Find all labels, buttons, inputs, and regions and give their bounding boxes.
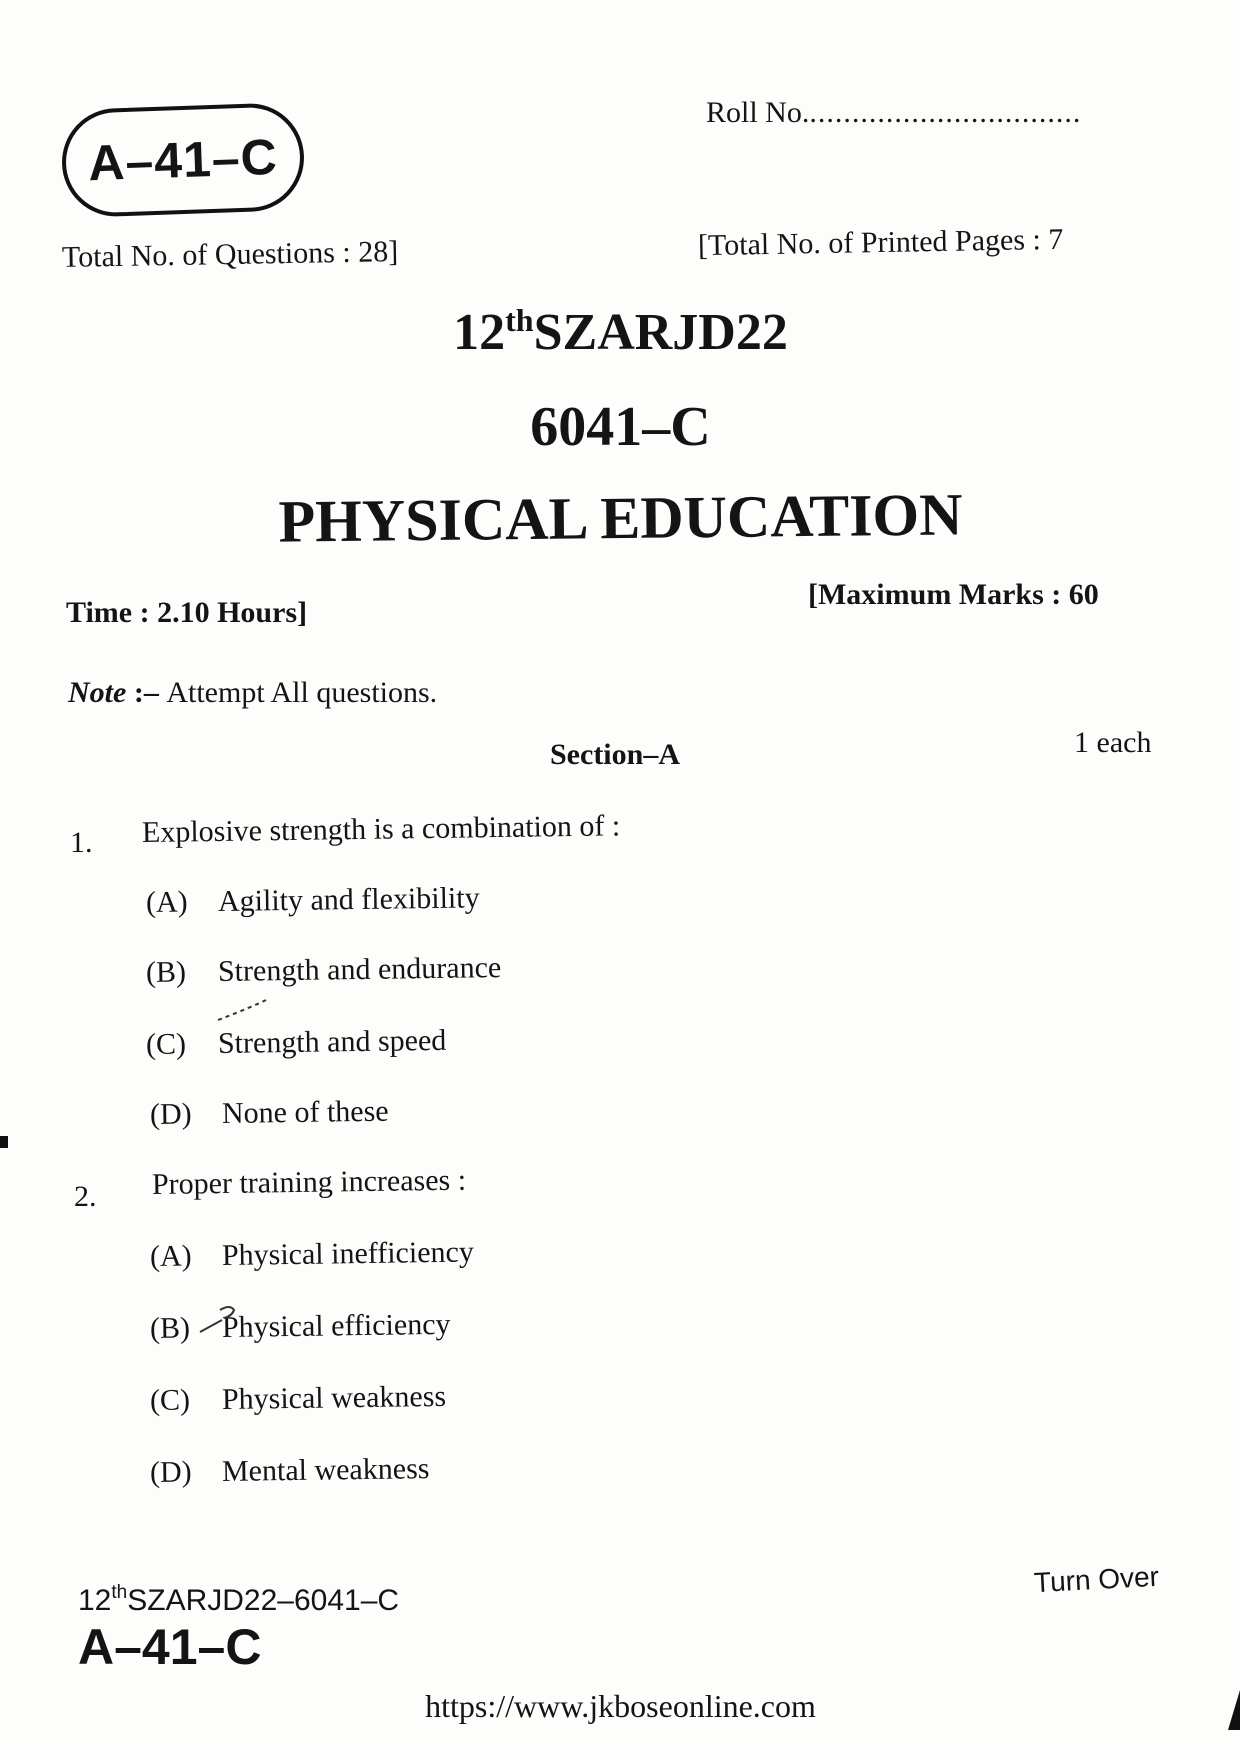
option: [150, 1308, 451, 1346]
exam-code-prefix: 12: [453, 304, 506, 361]
section-title: Section–A: [550, 738, 680, 771]
exam-code-suffix: SZARJD22: [533, 304, 788, 361]
question-text: Explosive strength is a combination of :: [141, 809, 621, 849]
option: [150, 1095, 389, 1132]
question-text: Proper training increases :: [151, 1163, 467, 1201]
option-letter: (A): [145, 885, 188, 919]
option-letter: (C): [145, 1027, 187, 1061]
option-letter: (B): [145, 955, 187, 989]
option-letter: (B): [149, 1311, 191, 1345]
turn-over-label: Turn Over: [1033, 1560, 1160, 1599]
footer-code-suffix: SZARJD22–6041–C: [127, 1584, 400, 1617]
footer-paper-code: A–41–C: [78, 1619, 262, 1675]
subject-title: PHYSICAL EDUCATION: [278, 481, 963, 555]
option-letter: (C): [149, 1383, 191, 1417]
section-marks: 1 each: [1074, 726, 1152, 759]
roll-number-label: Roll No.: [706, 96, 810, 129]
roll-number-field: [706, 96, 1081, 130]
paper-code-badge: [60, 102, 306, 218]
option-text: Physical weakness: [221, 1379, 447, 1416]
option-text: Physical inefficiency: [221, 1235, 475, 1272]
instruction-note: [68, 676, 437, 710]
total-printed-pages: [Total No. of Printed Pages : 7: [697, 222, 1064, 263]
total-questions: Total No. of Questions : 28]: [61, 235, 399, 274]
option-text: Mental weakness: [221, 1452, 430, 1488]
maximum-marks: [Maximum Marks : 60: [808, 578, 1099, 611]
footer-code-prefix: 12: [78, 1584, 112, 1617]
note-text: Attempt All questions.: [166, 676, 438, 709]
question-number: 2.: [74, 1180, 97, 1213]
option: [150, 1380, 447, 1418]
option-letter: (D): [149, 1097, 192, 1131]
option: [150, 1452, 430, 1490]
question-number: 1.: [70, 826, 93, 859]
option-text: Physical efficiency: [221, 1307, 451, 1344]
footer-code-superscript: th: [111, 1582, 128, 1603]
subject-code: 6041–C: [530, 396, 711, 458]
option-text: Strength and speed: [217, 1023, 447, 1060]
option-text: Agility and flexibility: [217, 881, 480, 918]
roll-number-blank: ................................: [809, 96, 1082, 129]
note-separator: :–: [126, 676, 167, 709]
note-label: Note: [68, 676, 127, 709]
scan-edge-mark: [0, 1136, 8, 1148]
option-text: None of these: [221, 1094, 389, 1130]
option-text: Strength and endurance: [217, 951, 502, 988]
option: [146, 951, 502, 990]
footer-exam-code: [78, 1582, 399, 1618]
pen-tick-mark: [214, 996, 270, 1026]
paper-code: A–41–C: [87, 128, 279, 192]
exam-time: Time : 2.10 Hours]: [66, 596, 308, 629]
pen-tick-mark: [196, 1302, 244, 1336]
option: [150, 1235, 474, 1274]
option-letter: (A): [149, 1239, 192, 1273]
exam-code: [0, 302, 1241, 362]
exam-code-superscript: th: [505, 302, 534, 338]
option: [146, 1024, 447, 1062]
website-url: https://www.jkboseonline.com: [425, 1688, 816, 1724]
option-letter: (D): [149, 1455, 192, 1489]
option: [146, 881, 480, 920]
